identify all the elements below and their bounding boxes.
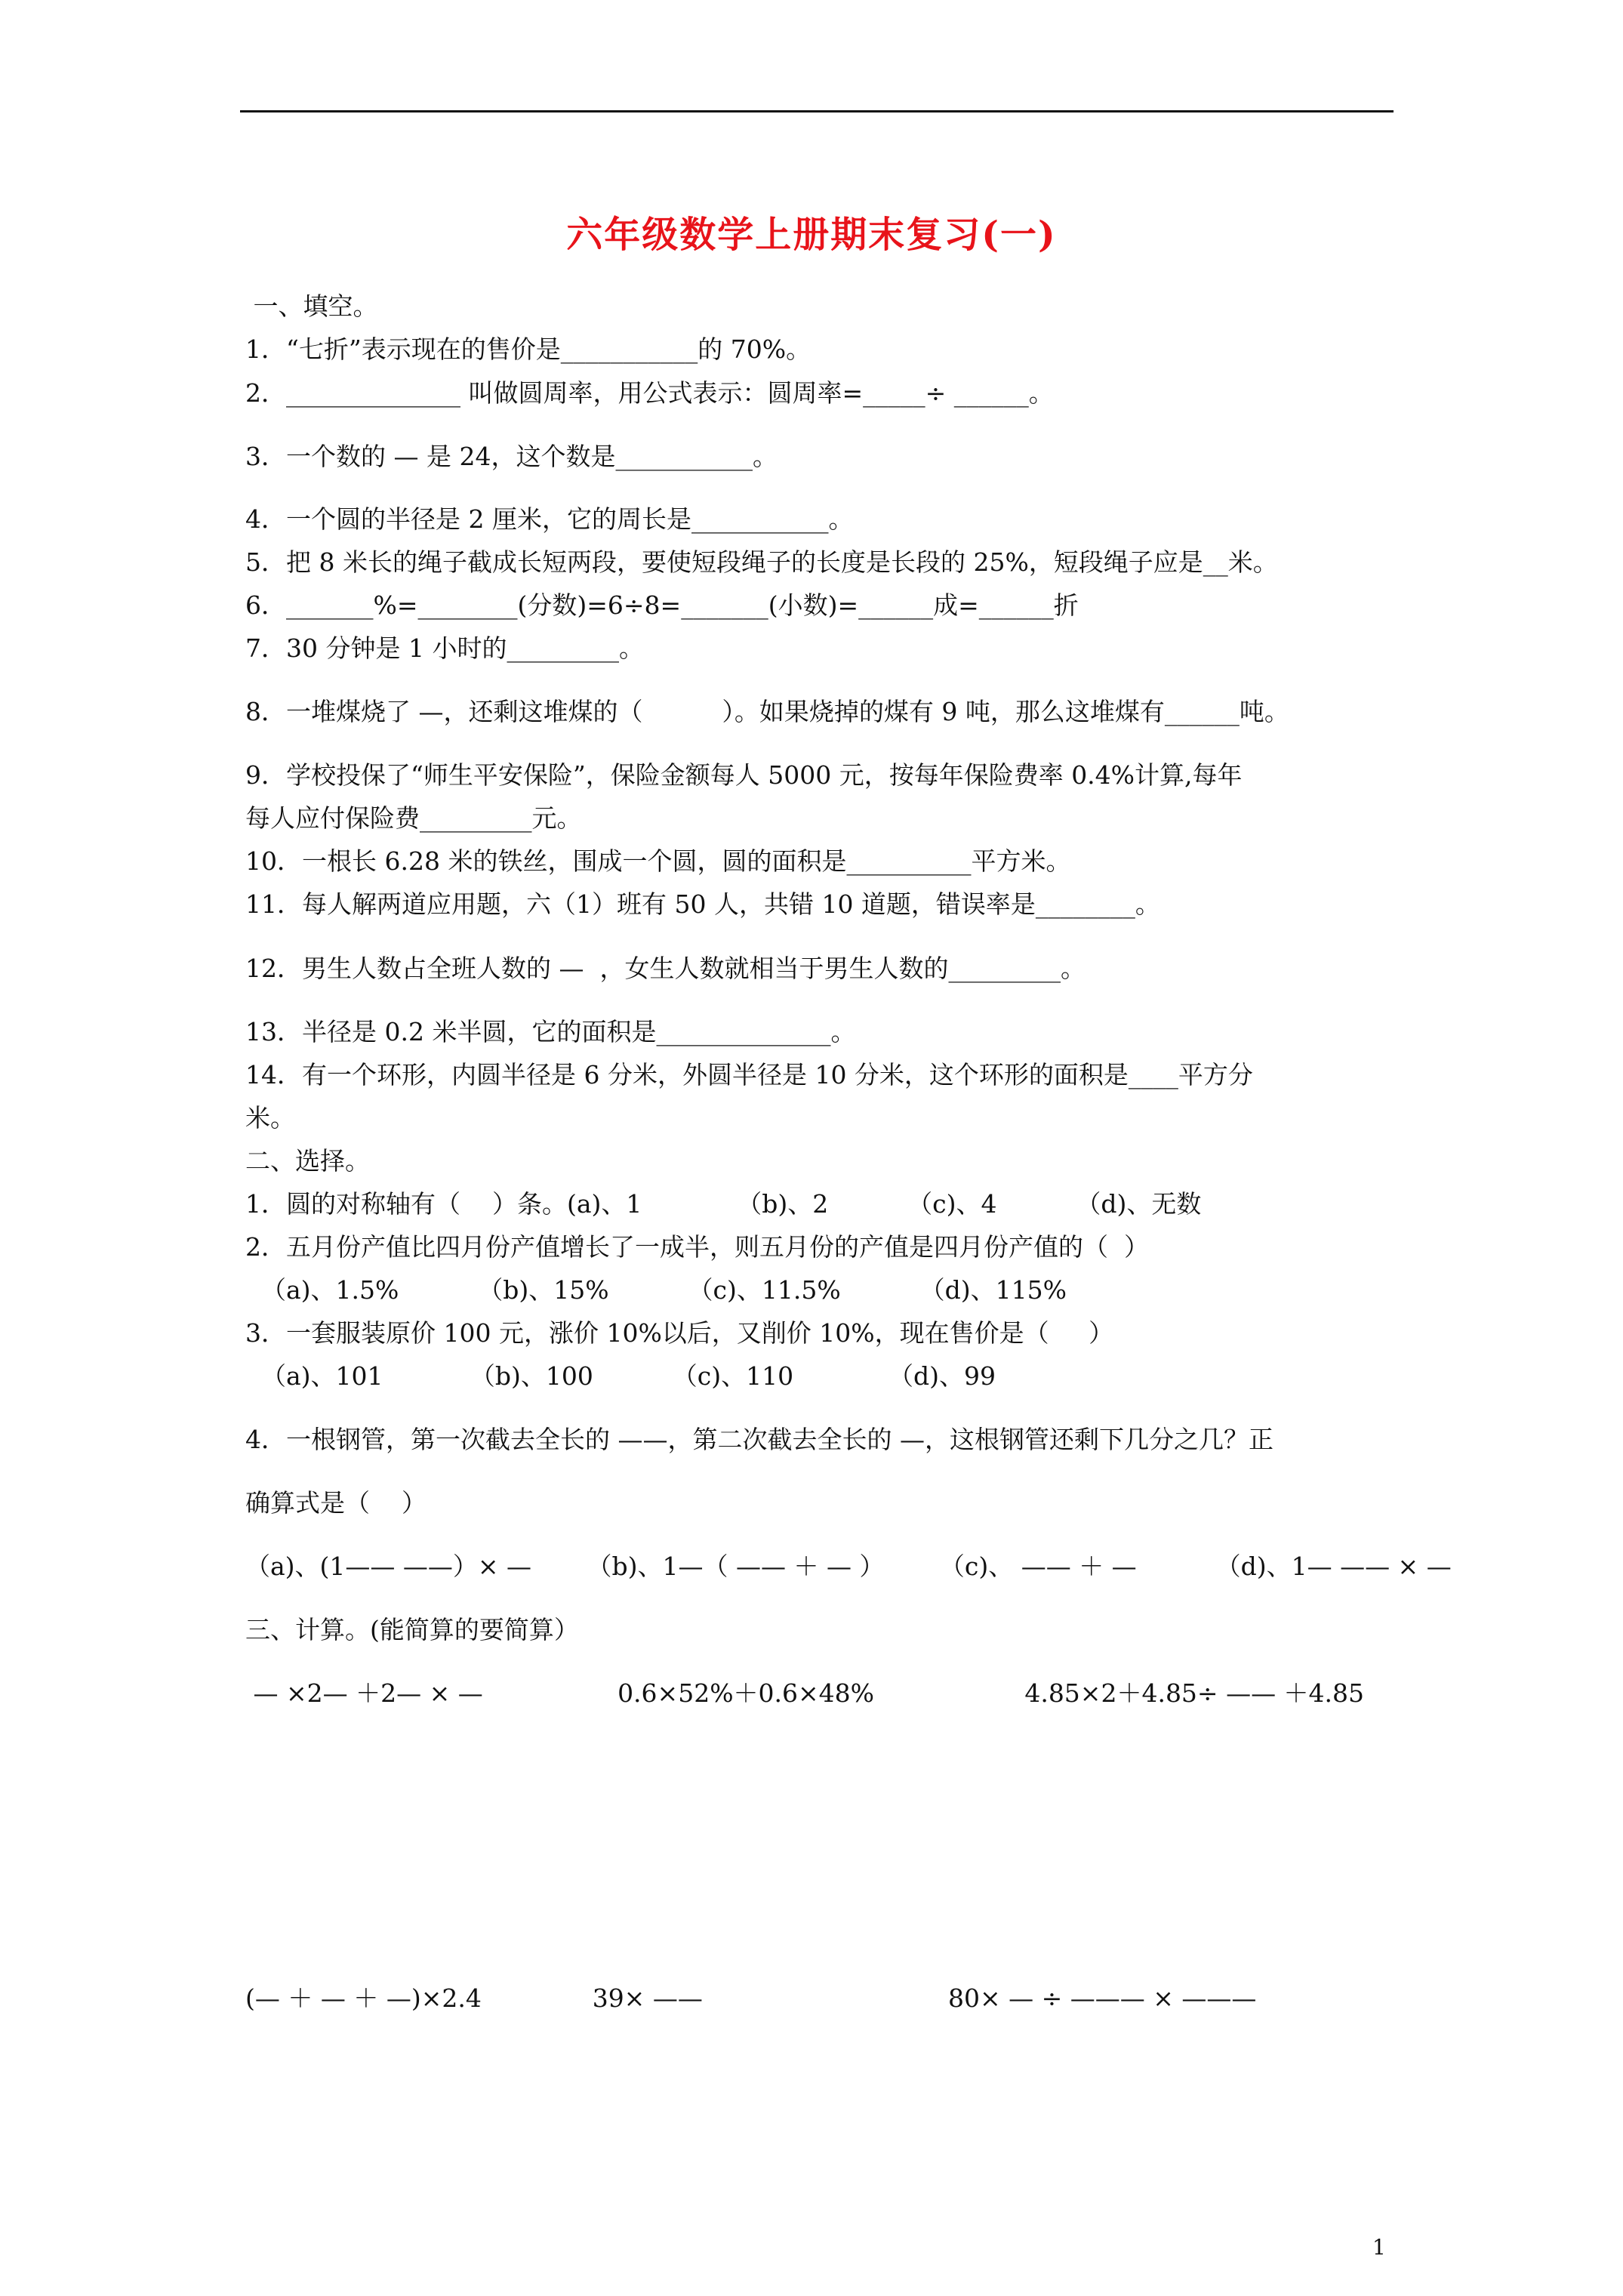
text-line: 确算式是（ ）: [245, 1488, 427, 1518]
text-line: 每人应付保险费_________元。: [245, 803, 582, 833]
text-line: 2．五月份产值比四月份产值增长了一成半，则五月份的产值是四月份产值的（ ）: [245, 1232, 1149, 1262]
text-line: （a)、1.5% （b)、15% （c)、11.5% （d)、115%: [245, 1275, 1067, 1305]
text-line: 7．30 分钟是 1 小时的_________。: [245, 633, 644, 663]
text-line: 4．一个圆的半径是 2 厘米，它的周长是___________。: [245, 504, 854, 534]
text-line: 12．男生人数占全班人数的 — ，女生人数就相当于男生人数的_________。: [245, 954, 1086, 983]
text-line: 13．半径是 0.2 米半圆，它的面积是______________。: [245, 1017, 856, 1046]
text-line: 1．圆的对称轴有（ ）条。(a)、1 （b)、2 （c)、4 （d)、无数: [245, 1189, 1202, 1219]
page-title: 六年级数学上册期末复习(一): [566, 214, 1057, 256]
text-line: 米。: [245, 1103, 295, 1133]
text-line: （a)、(1—— ——）× — （b)、1—（ —— ＋ — ） （c)、 —— ＋ — （d)、1— —— × —: [245, 1552, 1452, 1581]
text-line: 10．一根长 6.28 米的铁丝，围成一个圆，圆的面积是__________平方米。: [245, 846, 1071, 876]
text-line: （a)、101 （b)、100 （c)、110 （d)、99: [245, 1361, 996, 1391]
text-line: 二、选择。: [245, 1146, 370, 1176]
text-line: 3．一个数的 — 是 24，这个数是___________。: [245, 442, 778, 471]
text-line: 4．一根钢管，第一次截去全长的 ——，第二次截去全长的 —，这根钢管还剩下几分之几？正: [245, 1425, 1273, 1454]
text-line: 14．有一个环形，内圆半径是 6 分米，外圆半径是 10 分米，这个环形的面积是____平方分: [245, 1060, 1253, 1089]
text-line: (— ＋ — ＋ —)×2.4 39× —— 80× — ÷ ——— × ———: [245, 1983, 1257, 2013]
text-line: 5．把 8 米长的绳子截成长短两段，要使短段绳子的长度是长段的 25%，短段绳子应是__米。: [245, 547, 1278, 577]
text-line: 一、填空。: [245, 291, 378, 321]
header-rule: [240, 110, 1394, 112]
text-line: 11．每人解两道应用题，六（1）班有 50 人，共错 10 道题，错误率是________。: [245, 889, 1160, 919]
text-line: 3．一套服装原价 100 元，涨价 10%以后，又削价 10%，现在售价是（ ）: [245, 1318, 1114, 1348]
text-line: 三、计算。(能简算的要简算）: [245, 1615, 579, 1644]
page-number: 1: [1372, 2235, 1386, 2260]
text-line: 1．“七折”表示现在的售价是___________的 70%。: [245, 334, 812, 364]
text-line: 8．一堆煤烧了 —，还剩这堆煤的（ ）。如果烧掉的煤有 9 吨，那么这堆煤有______吨。: [245, 697, 1289, 726]
text-line: 6．_______%=________(分数)=6÷8=_______(小数)=______成=______折: [245, 590, 1079, 620]
text-line: 2．______________ 叫做圆周率，用公式表示：圆周率=_____÷ ______。: [245, 378, 1054, 408]
text-line: 9．学校投保了“师生平安保险”，保险金额每人 5000 元，按每年保险费率 0.4%计算,每年: [245, 760, 1243, 790]
text-line: — ×2— ＋2— × — 0.6×52%＋0.6×48% 4.85×2＋4.85÷ —— ＋4.85: [245, 1678, 1365, 1708]
